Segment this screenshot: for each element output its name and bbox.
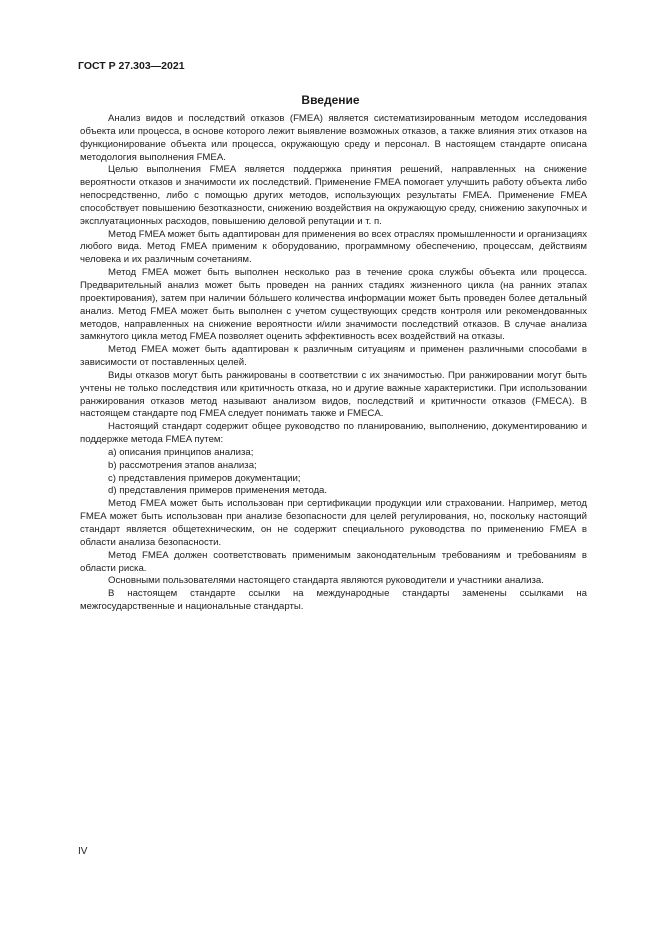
- standard-designation: ГОСТ Р 27.303—2021: [78, 60, 185, 72]
- paragraph: В настоящем стандарте ссылки на международные стандарты заменены ссылками на межгосударственные и национальные стандарты.: [80, 588, 587, 613]
- section-title: Введение: [301, 93, 360, 107]
- list-item: a) описания принципов анализа;: [108, 446, 254, 458]
- page-number: IV: [78, 846, 88, 857]
- paragraph: Целью выполнения FMEA является поддержка принятия решений, направленных на снижение вероятности отказов и значимости их последствий. Применение FMEA помогает улучшить работу объекта либо непосредственно, либо с помощью других методов, использующих результаты FMEA. Применение FMEA способствует повышению безотказности, снижению воздействия на окружающую среду, снижению закупочных и эксплуатационных расходов, повышению деловой репутации и т. п.: [80, 164, 587, 227]
- paragraph: Метод FMEA должен соответствовать применимым законодательным требованиям и требованиям в области риска.: [80, 549, 587, 574]
- body-text: [80, 113, 587, 614]
- paragraph: Метод FMEA может быть выполнен несколько раз в течение срока службы объекта или процесса. Предварительный анализ может быть проведен на ранних стадиях жизненного цикла (на ранних этапах проектирования), затем при наличии бо́льшего количества информации может быть проведен более детальный анализ. Метод FMEA может быть выполнен с учетом существующих средств контроля или рекомендованных методов, направленных на снижение вероятности и/или значимости последствий отказов. В случае анализа замкнутого цикла метод FMEA позволяет оценить эффективность всех воздействий на отказы.: [80, 267, 587, 343]
- list-item: c) представления примеров документации;: [108, 472, 301, 484]
- paragraph: Анализ видов и последствий отказов (FMEA) является систематизированным методом исследования объекта или процесса, в основе которого лежит выявление возможных отказов, а также влияния этих отказов на функционирование объекта или процесса, окружающую среду и персонал. В настоящем стандарте описана методология выполнения FMEA.: [80, 113, 587, 163]
- list-item: d) представления примеров применения метода.: [108, 485, 328, 497]
- paragraph: Метод FMEA может быть адаптирован к различным ситуациям и применен различными способами в зависимости от поставленных целей.: [80, 344, 587, 369]
- paragraph: Основными пользователями настоящего стандарта являются руководители и участники анализа.: [108, 575, 544, 587]
- paragraph: Метод FMEA может быть использован при сертификации продукции или страховании. Например, метод FMEA может быть использован при анализе безопасности для целей регулирования, но, поскольку настоящий стандарт является общетехническим, он не содержит специального руководства по применению FMEA в области анализа безопасности.: [80, 498, 587, 548]
- list-item: b) рассмотрения этапов анализа;: [108, 459, 257, 471]
- paragraph: Виды отказов могут быть ранжированы в соответствии с их значимостью. При ранжировании могут быть учтены не только последствия или критичность отказа, но и другие важные характеристики. При использовании ранжирования отказов метод называют анализом видов, последствий и критичности отказов (FMECA). В настоящем стандарте под FMEA следует понимать также и FMECA.: [80, 369, 587, 420]
- paragraph: Метод FMEA может быть адаптирован для применения во всех отраслях промышленности и организациях любого вида. Метод FMEA применим к оборудованию, программному обеспечению, процессам, действиям человека и их различным сочетаниям.: [80, 228, 587, 266]
- method-list: [80, 447, 587, 498]
- paragraph: Настоящий стандарт содержит общее руководство по планированию, выполнению, документированию и поддержке метода FMEA путем:: [80, 421, 587, 446]
